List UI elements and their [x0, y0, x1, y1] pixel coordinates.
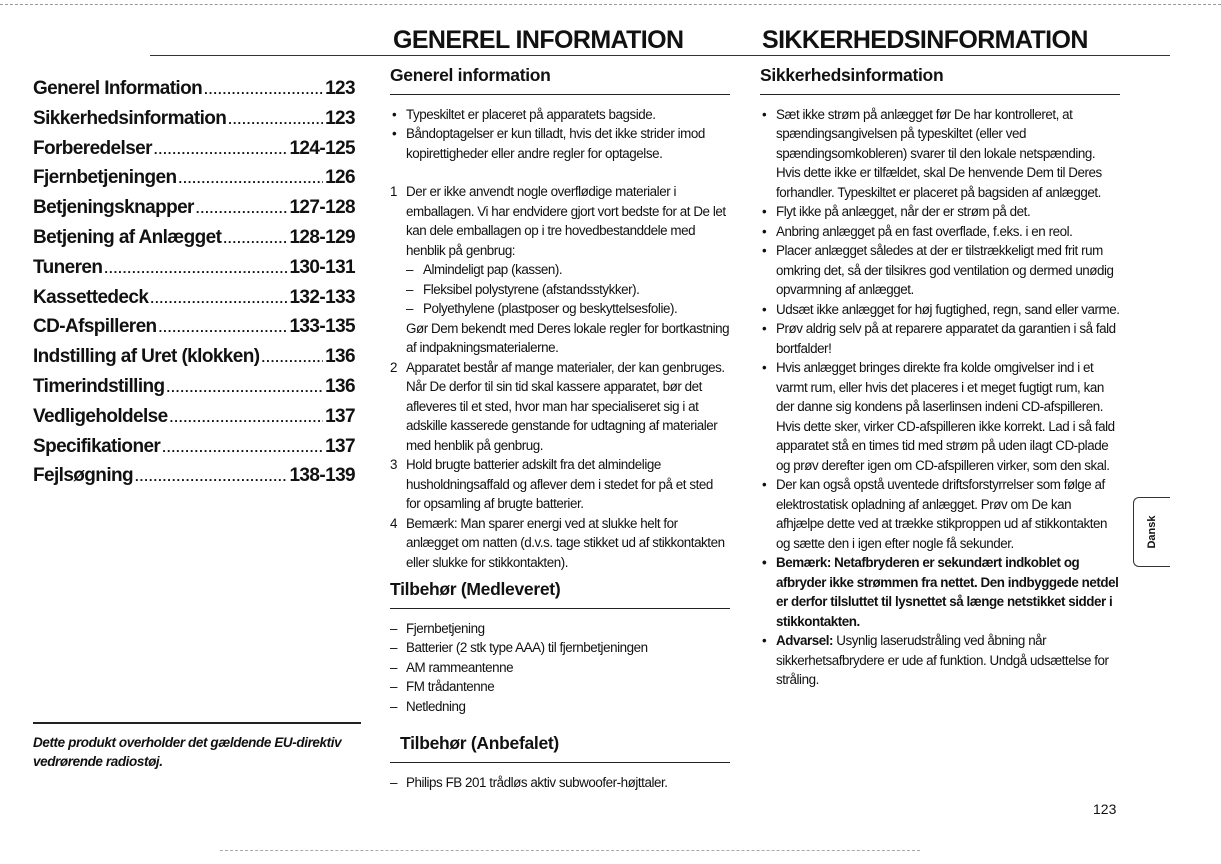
list-item: • Der kan også opstå uventede driftsforstyrrelser som følge af elektrostatisk opladning af anlægget. Prøv om De kan afhjælpe dette ved at trække stikproppen ud af stikkontakten og sætte den i igen efter nogle få sekunder.	[760, 475, 1120, 553]
list-item: – Batterier (2 stk type AAA) til fjernbetjeningen	[390, 638, 730, 658]
header-safety-information: SIKKERHEDSINFORMATION	[762, 26, 1088, 54]
toc-entry	[33, 346, 355, 376]
list-item: • Flyt ikke på anlægget, når der er strøm på det.	[760, 202, 1120, 222]
toc-page: 127-128	[289, 197, 355, 219]
toc-leader	[135, 469, 287, 484]
list-item: • Udsæt ikke anlægget for høj fugtighed, regn, sand eller varme.	[760, 300, 1120, 320]
toc-leader	[104, 261, 287, 276]
toc-page: 126	[325, 167, 355, 189]
scan-edge-line	[0, 4, 1221, 5]
toc-entry	[33, 316, 355, 346]
toc-leader	[150, 291, 287, 306]
toc-entry	[33, 138, 355, 168]
warning-text: Usynlig laserudstråling ved åbning når sikkerhetsafbrydere er ude af funktion. Undgå udsættelse for stråling.	[776, 633, 1109, 687]
recommended-list	[390, 773, 730, 793]
toc-title: Kassettedeck	[33, 286, 149, 308]
toc-title: Fjernbetjeningen	[33, 167, 177, 189]
toc-page: 123	[325, 107, 355, 129]
toc-title: Timerindstilling	[33, 375, 165, 397]
toc-title: Specifikationer	[33, 435, 161, 457]
toc-entry	[33, 167, 355, 197]
toc-leader	[159, 320, 288, 335]
list-item: – Netledning	[390, 697, 730, 717]
accessories-recommended	[390, 734, 730, 792]
language-tab-label: Dansk	[1146, 515, 1158, 549]
section-title-safety: Sikkerhedsinformation	[760, 66, 1120, 95]
toc-leader	[167, 380, 324, 395]
list-item: – Almindeligt pap (kassen).	[406, 260, 730, 280]
header-general-information: GENEREL INFORMATION	[393, 26, 684, 54]
list-item: • Sæt ikke strøm på anlægget før De har kontrolleret, at spændingsangivelsen på typeskiltet (eller ved spændingsomkobleren) svarer til den lokale netspænding. Hvis dette ikke er tilfældet, skal De henvende Dem til Deres forhandler. Typeskiltet er placeret på bagsiden af anlægget.	[760, 105, 1120, 203]
general-numbered-list	[390, 182, 730, 572]
accessories-included	[390, 580, 730, 716]
toc-page: 132-133	[289, 286, 355, 308]
toc-title: Tuneren	[33, 256, 103, 278]
toc-entry	[33, 287, 355, 317]
toc-page: 137	[325, 405, 355, 427]
list-item: 3 Hold brugte batterier adskilt fra det almindelige husholdningsaffald og aflever dem i stedet for på et sted for opsamling af brugte batterier.	[390, 457, 713, 511]
table-of-contents	[33, 78, 355, 495]
toc-title: Generel Information	[33, 78, 203, 99]
toc-page: 136	[325, 375, 355, 397]
list-item: • Anbring anlægget på en fast overflade, f.eks. i en reol.	[760, 222, 1120, 242]
section-title-accessories-included: Tilbehør (Medleveret)	[390, 580, 730, 609]
toc-leader	[178, 171, 323, 186]
toc-entry	[33, 406, 355, 436]
list-item: 2 Apparatet består af mange materialer, der kan genbruges. Når De derfor til sin tid skal kassere apparatet, bør det afleveres til et sted, hvor man har specialiseret sig i at adskille kasserede genstande for udtagning af materialer med henblik på genbrug.	[390, 359, 725, 453]
toc-leader	[223, 231, 287, 246]
general-bullets	[390, 105, 730, 164]
toc-leader	[228, 112, 323, 127]
toc-page: 138-139	[289, 465, 355, 487]
toc-page: 130-131	[289, 256, 355, 278]
toc-title: Vedligeholdelse	[33, 405, 168, 427]
toc-title: Fejlsøgning	[33, 465, 134, 487]
toc-title: Betjening af Anlægget	[33, 226, 222, 248]
toc-entry	[33, 197, 355, 227]
toc-title: Forberedelser	[33, 137, 152, 159]
toc-page: 133-135	[289, 316, 355, 338]
toc-title: Indstilling af Uret (klokken)	[33, 346, 260, 368]
list-item: • Typeskiltet er placeret på apparatets bagside.	[390, 105, 730, 125]
page-number: 123	[1093, 801, 1117, 817]
toc-title: Sikkerhedsinformation	[33, 107, 227, 129]
list-item: • Prøv aldrig selv på at reparere apparatet da garantien i så fald bortfalder!	[760, 319, 1120, 358]
list-item: – AM rammeantenne	[390, 658, 730, 678]
toc-entry	[33, 257, 355, 287]
toc-title: Betjeningsknapper	[33, 197, 194, 219]
language-tab	[1133, 497, 1170, 567]
list-item: – Fjernbetjening	[390, 619, 730, 639]
list-item: • Hvis anlægget bringes direkte fra kolde omgivelser ind i et varmt rum, eller hvis det placeres i et meget fugtigt rum, kan der danne sig kondens på laserlinsen indeni CD-afspilleren. Hvis dette sker, virker CD-afspilleren ikke korrekt. Lad i så fald apparatet stå en times tid med strøm på uden ilagt CD-plade og prøv derefter igen om CD-afspilleren virker, som den skal.	[760, 358, 1120, 475]
scan-edge-line	[220, 850, 920, 851]
section-title-accessories-recommended: Tilbehør (Anbefalet)	[390, 734, 730, 763]
toc-page: 123	[325, 78, 355, 99]
toc-page: 137	[325, 435, 355, 457]
list-item: – Philips FB 201 trådløs aktiv subwoofer-højttaler.	[390, 773, 730, 793]
toc-leader	[162, 440, 323, 455]
toc-page: 128-129	[289, 226, 355, 248]
list-item: • Båndoptagelser er kun tilladt, hvis det ikke strider imod kopirettigheder eller andre regler for optagelse.	[390, 124, 730, 163]
material-list	[406, 260, 730, 319]
warning-label: Advarsel:	[776, 633, 833, 648]
toc-leader	[170, 410, 323, 425]
toc-entry	[33, 436, 355, 466]
section-title-general: Generel information	[390, 66, 730, 95]
toc-entry	[33, 78, 355, 108]
list-item	[760, 631, 1120, 690]
safety-bullets	[760, 105, 1120, 690]
toc-entry	[33, 376, 355, 406]
list-item: – Polyethylene (plastposer og beskyttelsesfolie).	[406, 299, 730, 319]
toc-leader	[196, 201, 288, 216]
general-column	[390, 66, 730, 572]
disposal-note: Gør Dem bekendt med Deres lokale regler for bortkastning af indpakningsmaterialerne.	[406, 320, 730, 355]
list-item: • Placer anlægget således at der er tilstrækkeligt med frit rum omkring det, så der tilsikres god ventilation og dermed unødig opvarmning af anlægget.	[760, 241, 1120, 300]
list-item: – FM trådantenne	[390, 677, 730, 697]
toc-page: 124-125	[289, 137, 355, 159]
accessories-list	[390, 619, 730, 717]
toc-page: 136	[325, 346, 355, 368]
eu-directive-notice: Dette produkt overholder det gældende EU-direktiv vedrørende radiostøj.	[33, 722, 361, 771]
toc-title: CD-Afspilleren	[33, 316, 157, 338]
list-item: 4 Bemærk: Man sparer energi ved at slukke helt for anlægget om natten (d.v.s. tage stikket ud af stikkontakten eller slukke for stikkontakten).	[390, 515, 725, 570]
header-rule	[150, 55, 1170, 56]
toc-leader	[154, 142, 288, 157]
toc-entry	[33, 227, 355, 257]
toc-leader	[204, 82, 323, 97]
list-item: 1 Der er ikke anvendt nogle overflødige materialer i emballagen. Vi har endvidere gjort vort bedste for at De let kan dele emballagen op i tre hovedbestanddele med henblik på genbrug: – Almindeligt pap (kassen). – Fleksibel polystyrene (afstandsstykker). – Polyethylene (plastposer og beskyttelsesfolie). Gør Dem bekendt med Deres lokale regler for bortkastning af indpakningsmaterialerne.	[390, 182, 730, 358]
safety-column	[760, 66, 1120, 690]
toc-entry	[33, 465, 355, 495]
toc-entry	[33, 108, 355, 138]
list-item: – Fleksibel polystyrene (afstandsstykker).	[406, 280, 730, 300]
toc-leader	[261, 350, 323, 365]
list-item: • Bemærk: Netafbryderen er sekundært indkoblet og afbryder ikke strømmen fra nettet. Den indbyggede netdel er derfor tilsluttet til lysnettet så længe netstikket sidder i stikkontakten.	[760, 553, 1120, 631]
